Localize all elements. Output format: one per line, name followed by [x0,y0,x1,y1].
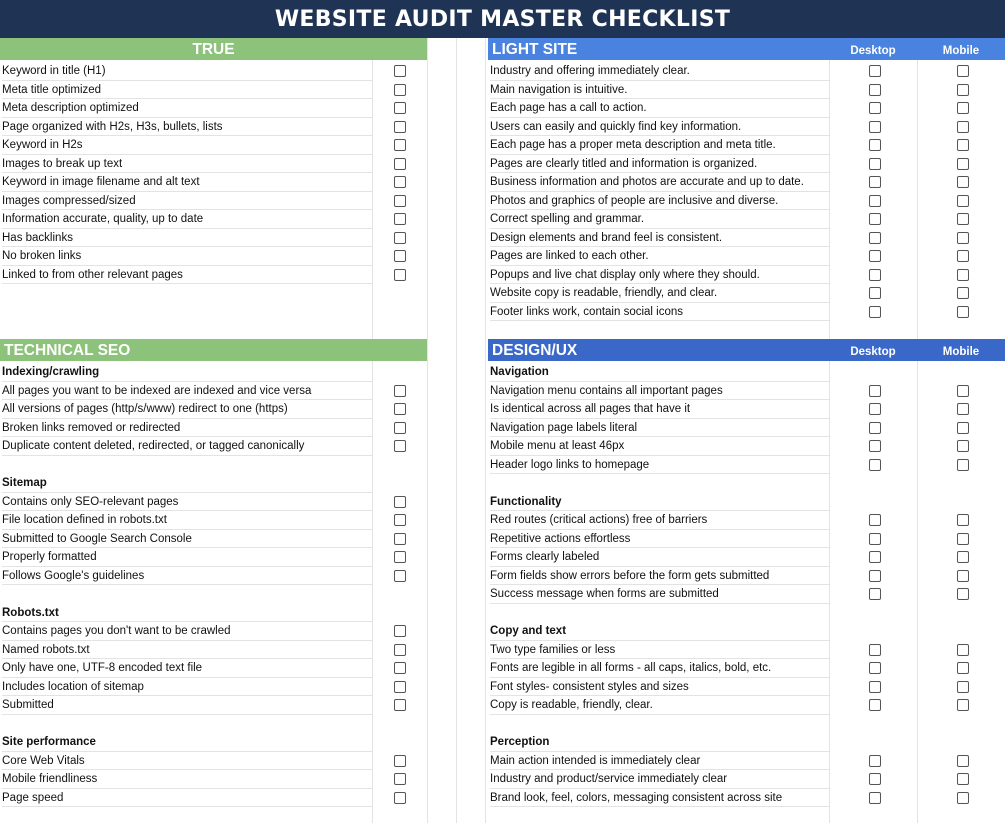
checkbox-mobile[interactable] [957,514,969,526]
checkbox-desktop[interactable] [869,533,881,545]
list-item: Keyword in H2s [2,136,372,155]
checkbox-mobile[interactable] [957,422,969,434]
list-item: Linked to from other relevant pages [2,266,372,285]
section-header-true: TRUE [0,38,427,60]
list-item: Each page has a proper meta description and meta title. [490,136,830,155]
checkbox-desktop[interactable] [869,195,881,207]
list-item: Submitted [2,696,372,715]
checkbox-desktop[interactable] [869,287,881,299]
list-item: Repetitive actions effortless [490,530,830,549]
checkbox[interactable] [394,102,406,114]
list-item: Website copy is readable, friendly, and clear. [490,284,830,303]
column-header-desktop: Desktop [829,38,917,60]
group-title: Functionality [490,493,830,512]
checkbox-desktop[interactable] [869,755,881,767]
checkbox-mobile[interactable] [957,195,969,207]
list-item: Keyword in image filename and alt text [2,173,372,192]
checkbox-desktop[interactable] [869,232,881,244]
checkbox-desktop[interactable] [869,158,881,170]
list-item: Mobile menu at least 46px [490,437,830,456]
list-item: Page organized with H2s, H3s, bullets, lists [2,118,372,137]
checkbox[interactable] [394,662,406,674]
checkbox-desktop[interactable] [869,65,881,77]
list-item: Only have one, UTF-8 encoded text file [2,659,372,678]
list-item: Two type families or less [490,641,830,660]
list-item: Navigation page labels literal [490,419,830,438]
checkbox-mobile[interactable] [957,570,969,582]
checkbox-mobile[interactable] [957,403,969,415]
checkbox[interactable] [394,699,406,711]
checkbox[interactable] [394,773,406,785]
list-item: Fonts are legible in all forms - all caps, italics, bold, etc. [490,659,830,678]
checkbox-desktop[interactable] [869,176,881,188]
list-item: Brand look, feel, colors, messaging consistent across site [490,789,830,808]
list-item: Duplicate content deleted, redirected, or tagged canonically [2,437,372,456]
checkbox-mobile[interactable] [957,84,969,96]
checkbox-mobile[interactable] [957,792,969,804]
list-item: Contains pages you don't want to be crawled [2,622,372,641]
list-item: Main navigation is intuitive. [490,81,830,100]
checkbox[interactable] [394,250,406,262]
checkbox-desktop[interactable] [869,213,881,225]
checkbox[interactable] [394,139,406,151]
checkbox[interactable] [394,158,406,170]
list-item: Business information and photos are accurate and up to date. [490,173,830,192]
section-header-design-ux: DESIGN/UX [488,339,829,361]
checkbox[interactable] [394,422,406,434]
list-item: Images to break up text [2,155,372,174]
list-item: Has backlinks [2,229,372,248]
list-item: Design elements and brand feel is consistent. [490,229,830,248]
checkbox[interactable] [394,440,406,452]
list-item: Forms clearly labeled [490,548,830,567]
checkbox-desktop[interactable] [869,269,881,281]
checkbox-desktop[interactable] [869,551,881,563]
checkbox-desktop[interactable] [869,459,881,471]
list-item: Page speed [2,789,372,808]
column-header-desktop: Desktop [829,339,917,361]
group-title: Sitemap [2,474,372,493]
checkbox[interactable] [394,385,406,397]
checkbox-mobile[interactable] [957,588,969,600]
checkbox[interactable] [394,176,406,188]
sheet-title: WEBSITE AUDIT MASTER CHECKLIST [0,0,1005,38]
section-header-light-site: LIGHT SITE [488,38,829,60]
list-item: Copy is readable, friendly, clear. [490,696,830,715]
group-title: Robots.txt [2,604,372,623]
checkbox[interactable] [394,514,406,526]
checkbox[interactable] [394,213,406,225]
checkbox-mobile[interactable] [957,65,969,77]
checkbox-mobile[interactable] [957,232,969,244]
group-title: Indexing/crawling [2,363,372,382]
list-item: Named robots.txt [2,641,372,660]
list-item: Navigation menu contains all important pages [490,382,830,401]
list-item: Meta title optimized [2,81,372,100]
checkbox-mobile[interactable] [957,551,969,563]
grid-line [485,38,486,823]
checkbox-mobile[interactable] [957,533,969,545]
list-item: Red routes (critical actions) free of barriers [490,511,830,530]
checkbox-mobile[interactable] [957,250,969,262]
checkbox[interactable] [394,121,406,133]
list-item: Is identical across all pages that have it [490,400,830,419]
list-item: Contains only SEO-relevant pages [2,493,372,512]
checkbox-mobile[interactable] [957,681,969,693]
list-item: All pages you want to be indexed are indexed and vice versa [2,382,372,401]
checkbox-mobile[interactable] [957,385,969,397]
list-item: Pages are linked to each other. [490,247,830,266]
checkbox-desktop[interactable] [869,570,881,582]
checkbox[interactable] [394,551,406,563]
list-item: File location defined in robots.txt [2,511,372,530]
checkbox[interactable] [394,681,406,693]
list-item: Submitted to Google Search Console [2,530,372,549]
checkbox-desktop[interactable] [869,84,881,96]
checkbox-desktop[interactable] [869,102,881,114]
checkbox-mobile[interactable] [957,213,969,225]
checkbox-desktop[interactable] [869,773,881,785]
checkbox-desktop[interactable] [869,250,881,262]
checkbox-mobile[interactable] [957,699,969,711]
list-item: Follows Google's guidelines [2,567,372,586]
checkbox[interactable] [394,755,406,767]
checkbox[interactable] [394,496,406,508]
column-header-mobile: Mobile [917,339,1005,361]
checkbox-mobile[interactable] [957,755,969,767]
checkbox-desktop[interactable] [869,514,881,526]
checkbox-desktop[interactable] [869,440,881,452]
checkbox-desktop[interactable] [869,699,881,711]
grid-line [917,38,918,823]
checkbox[interactable] [394,65,406,77]
grid-line [427,38,428,823]
checkbox-mobile[interactable] [957,459,969,471]
list-item: Industry and offering immediately clear. [490,62,830,81]
section-header-technical-seo: TECHNICAL SEO [0,339,427,361]
checkbox-mobile[interactable] [957,269,969,281]
checkbox-mobile[interactable] [957,440,969,452]
list-item: No broken links [2,247,372,266]
checkbox[interactable] [394,625,406,637]
checkbox-mobile[interactable] [957,287,969,299]
checkbox[interactable] [394,195,406,207]
list-item: Footer links work, contain social icons [490,303,830,322]
list-item: Pages are clearly titled and information is organized. [490,155,830,174]
list-item: Images compressed/sized [2,192,372,211]
checkbox-mobile[interactable] [957,158,969,170]
grid-line [372,38,373,823]
list-item: Includes location of sitemap [2,678,372,697]
group-title: Perception [490,733,830,752]
list-item: Core Web Vitals [2,752,372,771]
checkbox[interactable] [394,232,406,244]
checkbox-mobile[interactable] [957,176,969,188]
list-item: Users can easily and quickly find key information. [490,118,830,137]
group-title: Copy and text [490,622,830,641]
checkbox-desktop[interactable] [869,644,881,656]
list-item: Font styles- consistent styles and sizes [490,678,830,697]
list-item: Photos and graphics of people are inclusive and diverse. [490,192,830,211]
grid-line [456,38,457,823]
checkbox-desktop[interactable] [869,306,881,318]
checkbox-desktop[interactable] [869,792,881,804]
list-item: Success message when forms are submitted [490,585,830,604]
list-item: Industry and product/service immediately clear [490,770,830,789]
checkbox[interactable] [394,84,406,96]
checkbox-desktop[interactable] [869,139,881,151]
list-item: Header logo links to homepage [490,456,830,475]
checkbox[interactable] [394,269,406,281]
group-title: Navigation [490,363,830,382]
checkbox-desktop[interactable] [869,121,881,133]
checkbox-desktop[interactable] [869,403,881,415]
list-item: Popups and live chat display only where they should. [490,266,830,285]
list-item: Form fields show errors before the form gets submitted [490,567,830,586]
checkbox-mobile[interactable] [957,773,969,785]
checkbox[interactable] [394,644,406,656]
group-title: Site performance [2,733,372,752]
list-item: Main action intended is immediately clear [490,752,830,771]
checkbox-mobile[interactable] [957,644,969,656]
checkbox[interactable] [394,533,406,545]
list-item: Broken links removed or redirected [2,419,372,438]
checkbox-mobile[interactable] [957,121,969,133]
checkbox[interactable] [394,792,406,804]
list-item: Meta description optimized [2,99,372,118]
checkbox-mobile[interactable] [957,306,969,318]
list-item: Each page has a call to action. [490,99,830,118]
checkbox-mobile[interactable] [957,139,969,151]
checkbox-desktop[interactable] [869,681,881,693]
list-item: Mobile friendliness [2,770,372,789]
checkbox-desktop[interactable] [869,662,881,674]
list-item: Information accurate, quality, up to date [2,210,372,229]
checkbox-desktop[interactable] [869,588,881,600]
list-item: All versions of pages (http/s/www) redirect to one (https) [2,400,372,419]
list-item: Keyword in title (H1) [2,62,372,81]
checkbox-mobile[interactable] [957,102,969,114]
list-item: Properly formatted [2,548,372,567]
checkbox-mobile[interactable] [957,662,969,674]
list-item: Correct spelling and grammar. [490,210,830,229]
checkbox-desktop[interactable] [869,385,881,397]
checkbox-desktop[interactable] [869,422,881,434]
column-header-mobile: Mobile [917,38,1005,60]
checkbox[interactable] [394,403,406,415]
checkbox[interactable] [394,570,406,582]
